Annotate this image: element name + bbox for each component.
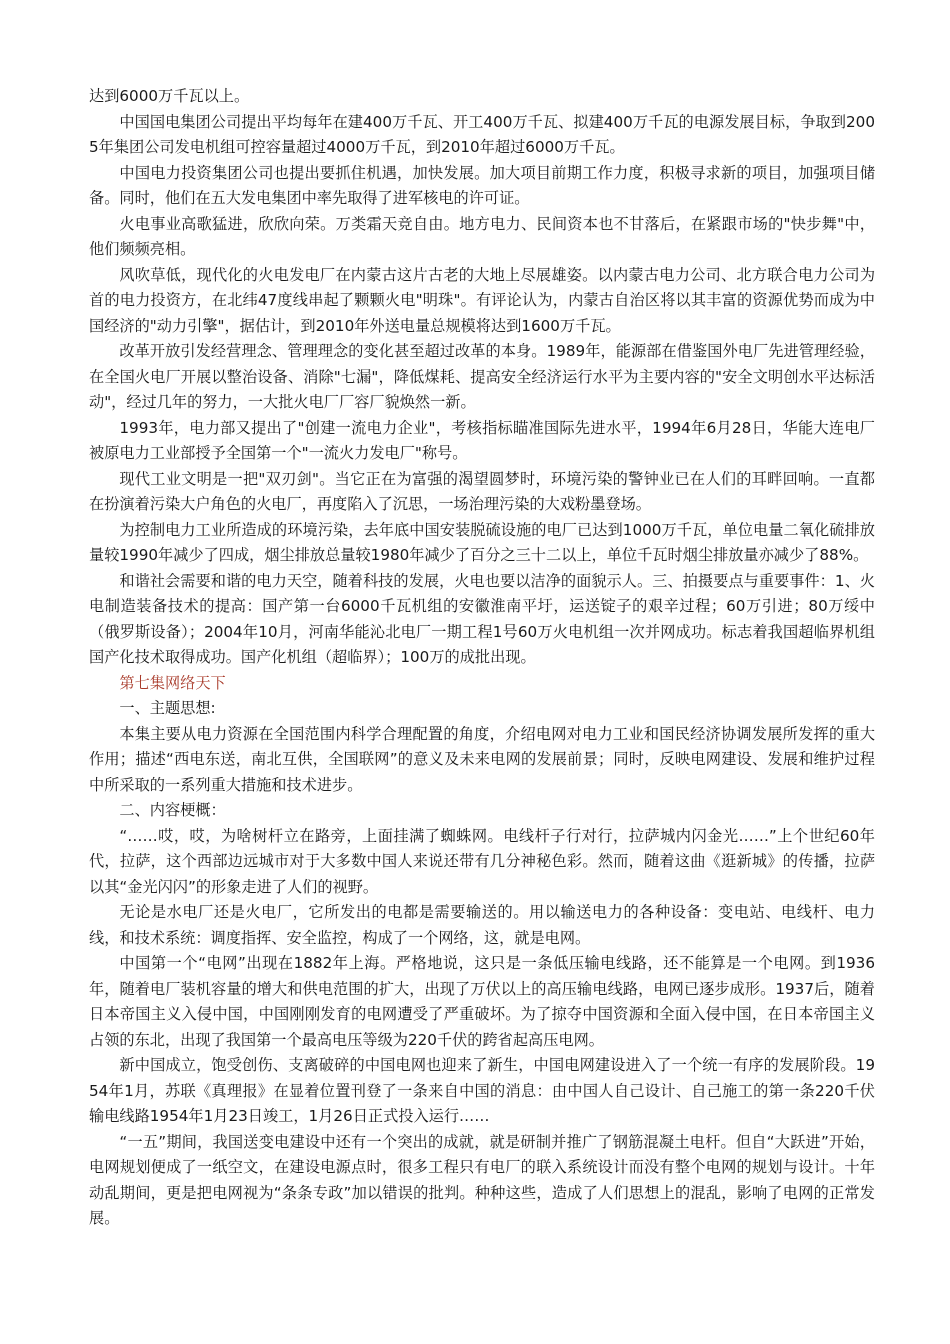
paragraph: 中国第一个“电网”出现在1882年上海。严格地说，这只是一条低压输电线路，还不能算是一个电网。到1936年，随着电厂装机容量的增大和供电范围的扩大，出现了万伏以上的高压输电线路，电网已逐步成形。1937后，随着日本帝国主义入侵中国，中国刚刚发育的电网遭受了严重破坏。为了掠夺中国资源和全面入侵中国，在日本帝国主义占领的东北，出现了我国第一个最高电压等级为220千伏的跨省起高压电网。 xyxy=(89,954,875,1049)
paragraph: 本集主要从电力资源在全国范围内科学合理配置的角度，介绍电网对电力工业和国民经济协调发展所发挥的重大作用；描述“西电东送，南北互供，全国联网”的意义及未来电网的发展前景；同时，反映电网建设、发展和维护过程中所采取的一系列重大措施和技术进步。 xyxy=(89,724,875,794)
paragraph: 为控制电力工业所造成的环境污染，去年底中国安装脱硫设施的电厂已达到1000万千瓦，单位电量二氧化硫排放量较1990年减少了四成，烟尘排放总量较1980年减少了百分之三十二以上，单位千瓦时烟尘排放量亦减少了88%。 xyxy=(89,520,875,564)
paragraph: “……哎，哎，为啥树杆立在路旁，上面挂满了蜘蛛网。电线杆子行对行，拉萨城内闪金光……”上个世纪60年代，拉萨，这个西部边远城市对于大多数中国人来说还带有几分神秘色彩。然而，随着这曲《逛新城》的传播，拉萨以其“金光闪闪”的形象走进了人们的视野。 xyxy=(89,826,875,896)
document-page xyxy=(89,84,875,1232)
paragraph: 无论是水电厂还是火电厂，它所发出的电都是需要输送的。用以输送电力的各种设备：变电站、电线杆、电力线，和技术系统：调度指挥、安全监控，构成了一个网络，这，就是电网。 xyxy=(89,903,875,947)
paragraph: “一五”期间，我国送变电建设中还有一个突出的成就，就是研制并推广了钢筋混凝土电杆。但自“大跃进”开始，电网规划便成了一纸空文，在建设电源点时，很多工程只有电厂的联入系统设计而没有整个电网的规划与设计。十年动乱期间，更是把电网视为“条条专政”加以错误的批判。种种这些，造成了人们思想上的混乱，影响了电网的正常发展。 xyxy=(89,1132,875,1227)
paragraph: 新中国成立，饱受创伤、支离破碎的中国电网也迎来了新生，中国电网建设进入了一个统一有序的发展阶段。1954年1月，苏联《真理报》在显着位置刊登了一条来自中国的消息：由中国人自己设计、自己施工的第一条220千伏输电线路1954年1月23日竣工，1月26日正式投入运行…… xyxy=(89,1056,875,1125)
paragraph: 达到6000万千瓦以上。 xyxy=(89,87,250,105)
paragraph: 改革开放引发经营理念、管理理念的变化甚至超过改革的本身。1989年，能源部在借鉴国外电厂先进管理经验，在全国火电厂开展以整治设备、消除"七漏"，降低煤耗、提高安全经济运行水平为主要内容的"安全文明创水平达标活动"，经过几年的努力，一大批火电厂厂容厂貌焕然一新。 xyxy=(89,342,875,411)
paragraph: 中国电力投资集团公司也提出要抓住机遇，加快发展。加大项目前期工作力度，积极寻求新的项目，加强项目储备。同时，他们在五大发电集团中率先取得了进军核电的许可证。 xyxy=(89,163,875,207)
paragraph: 现代工业文明是一把"双刃剑"。当它正在为富强的渴望圆梦时，环境污染的警钟业已在人们的耳畔回响。一直都在扮演着污染大户角色的火电厂，再度陷入了沉思，一场治理污染的大戏粉墨登场。 xyxy=(89,469,875,513)
paragraph: 火电事业高歌猛进，欣欣向荣。万类霜天竞自由。地方电力、民间资本也不甘落后，在紧跟市场的"快步舞"中，他们频频亮相。 xyxy=(89,214,875,258)
section-subheading: 一、主题思想: xyxy=(119,699,216,717)
paragraph: 风吹草低，现代化的火电发电厂在内蒙古这片古老的大地上尽展雄姿。以内蒙古电力公司、北方联合电力公司为首的电力投资方，在北纬47度线串起了颗颗火电"明珠"。有评论认为，内蒙古自治区将以其丰富的资源优势而成为中国经济的"动力引擎"，据估计，到2010年外送电量总规模将达到1600万千瓦。 xyxy=(89,265,875,335)
section-subheading: 二、内容梗概： xyxy=(119,801,226,819)
section-heading: 第七集网络天下 xyxy=(119,673,226,692)
paragraph: 和谐社会需要和谐的电力天空，随着科技的发展，火电也要以洁净的面貌示人。三、拍摄要点与重要事件：1、火电制造装备技术的提高：国产第一台6000千瓦机组的安徽淮南平圩，运送锭子的艰辛过程；60万引进；80万绥中（俄罗斯设备）；2004年10月，河南华能沁北电厂一期工程1号60万火电机组一次并网成功。标志着我国超临界机组国产化技术取得成功。国产化机组（超临界）；100万的成批出现。 xyxy=(89,571,875,666)
paragraph: 中国国电集团公司提出平均每年在建400万千瓦、开工400万千瓦、拟建400万千瓦的电源发展目标，争取到2005年集团公司发电机组可控容量超过4000万千瓦，到2010年超过6000万千瓦。 xyxy=(89,112,875,156)
paragraph: 1993年，电力部又提出了"创建一流电力企业"，考核指标瞄准国际先进水平，1994年6月28日，华能大连电厂被原电力工业部授予全国第一个"一流火力发电厂"称号。 xyxy=(89,418,875,462)
